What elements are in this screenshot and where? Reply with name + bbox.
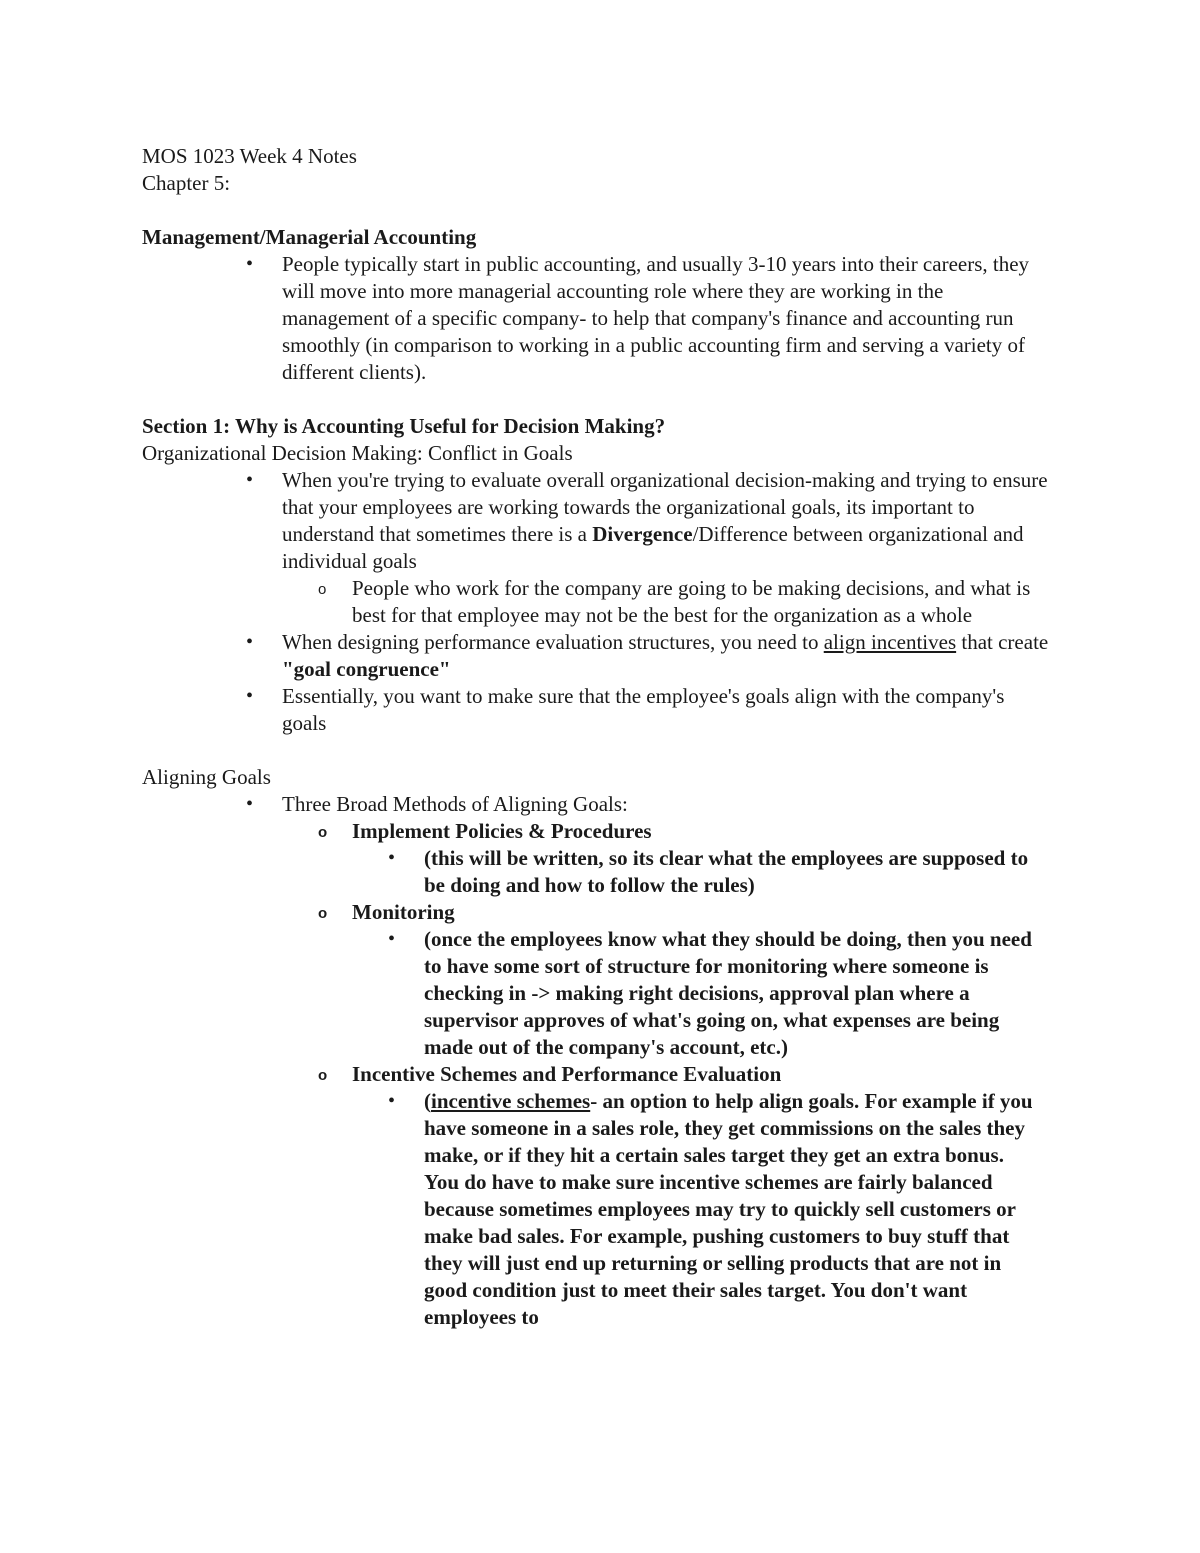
sub-list	[282, 575, 1052, 629]
managerial-list	[142, 251, 1082, 386]
aligning-list	[142, 791, 1082, 1331]
circle-bullet-icon: o	[318, 824, 328, 841]
list-item	[142, 791, 1082, 1331]
list-item	[282, 899, 1052, 1061]
circle-bullet-icon: o	[318, 905, 328, 922]
list-item-text: Essentially, you want to make sure that the employee's goals align with the company's goals	[282, 684, 1005, 735]
disc-bullet-icon: •	[388, 847, 396, 869]
list-item	[142, 251, 1082, 386]
list-item-text	[282, 468, 1048, 573]
method-title: Implement Policies & Procedures	[352, 819, 652, 843]
circle-bullet-icon: o	[318, 581, 327, 598]
disc-bullet-icon: •	[246, 793, 254, 815]
subheading-conflict-in-goals: Organizational Decision Making: Conflict in Goals	[142, 441, 573, 465]
section-heading-1: Section 1: Why is Accounting Useful for Decision Making?	[142, 414, 666, 438]
term-incentive-schemes: incentive schemes	[431, 1089, 591, 1113]
term-divergence: Divergence	[592, 522, 693, 546]
list-item-text: Three Broad Methods of Aligning Goals:	[282, 792, 628, 816]
blank-line	[142, 737, 1082, 764]
text-run: - an option to help align goals. For example if you have someone in a sales role, they get commissions on the sales they make, or if they hit a certain sales target they get an extra bonus. You do have to make sure incentive schemes are fairly balanced because sometimes employees may try to quickly sell customers or make bad sales. For example, pushing customers to buy stuff that they will just end up returning or selling products that are not in good condition just to meet their sales target. You don't want employees to	[424, 1089, 1033, 1329]
document-body	[142, 143, 1082, 1331]
method-detail-list	[352, 1088, 1052, 1331]
blank-line	[142, 386, 1082, 413]
methods-list	[282, 818, 1052, 1331]
list-item	[282, 1061, 1052, 1331]
list-item	[282, 818, 1052, 899]
list-item	[282, 575, 1052, 629]
disc-bullet-icon: •	[246, 631, 254, 653]
list-item-text: People typically start in public accounting, and usually 3-10 years into their careers, they will move into more managerial accounting role where they are working in the management of a specific company- to help that company's finance and accounting run smoothly (in comparison to working in a public accounting firm and serving a variety of different clients).	[282, 252, 1030, 384]
list-item-text	[282, 630, 1048, 681]
disc-bullet-icon: •	[388, 928, 396, 950]
disc-bullet-icon: •	[246, 253, 254, 275]
term-goal-congruence: "goal congruence"	[282, 657, 451, 681]
list-item	[352, 1088, 1052, 1331]
method-detail-list	[352, 845, 1052, 899]
blank-line	[142, 197, 1082, 224]
method-detail-list	[352, 926, 1052, 1061]
chapter-label: Chapter 5:	[142, 171, 231, 195]
document-title: MOS 1023 Week 4 Notes	[142, 144, 357, 168]
disc-bullet-icon: •	[388, 1090, 396, 1112]
list-item	[142, 629, 1082, 683]
list-item	[352, 926, 1052, 1061]
disc-bullet-icon: •	[246, 685, 254, 707]
conflict-list	[142, 467, 1082, 737]
method-detail	[424, 1089, 1033, 1329]
method-title: Monitoring	[352, 900, 455, 924]
text-run: When designing performance evaluation structures, you need to	[282, 630, 824, 654]
list-item	[352, 845, 1052, 899]
term-align-incentives: align incentives	[823, 630, 957, 654]
list-item-text: People who work for the company are going to be making decisions, and what is best for that employee may not be the best for the organization as a whole	[352, 576, 1031, 627]
text-run: /Difference between organizational and individual goals	[282, 522, 1024, 573]
list-item	[142, 683, 1082, 737]
disc-bullet-icon: •	[246, 469, 254, 491]
method-detail: (this will be written, so its clear what the employees are supposed to be doing and how to follow the rules)	[424, 846, 1029, 897]
text-run: (	[424, 1089, 431, 1113]
method-title: Incentive Schemes and Performance Evaluation	[352, 1062, 782, 1086]
subheading-aligning-goals: Aligning Goals	[142, 765, 271, 789]
list-item	[142, 467, 1082, 629]
text-run: that create	[956, 630, 1049, 654]
circle-bullet-icon: o	[318, 1067, 328, 1084]
method-detail: (once the employees know what they should be doing, then you need to have some sort of structure for monitoring where someone is checking in -> making right decisions, approval plan where a supervisor approves of what's going on, what expenses are being made out of the company's account, etc.)	[424, 927, 1032, 1059]
section-heading-managerial: Management/Managerial Accounting	[142, 225, 477, 249]
text-run: When you're trying to evaluate overall organizational decision-making and trying to ensure that your employees are working towards the organizational goals, its important to understand that sometimes there is a	[282, 468, 1048, 546]
